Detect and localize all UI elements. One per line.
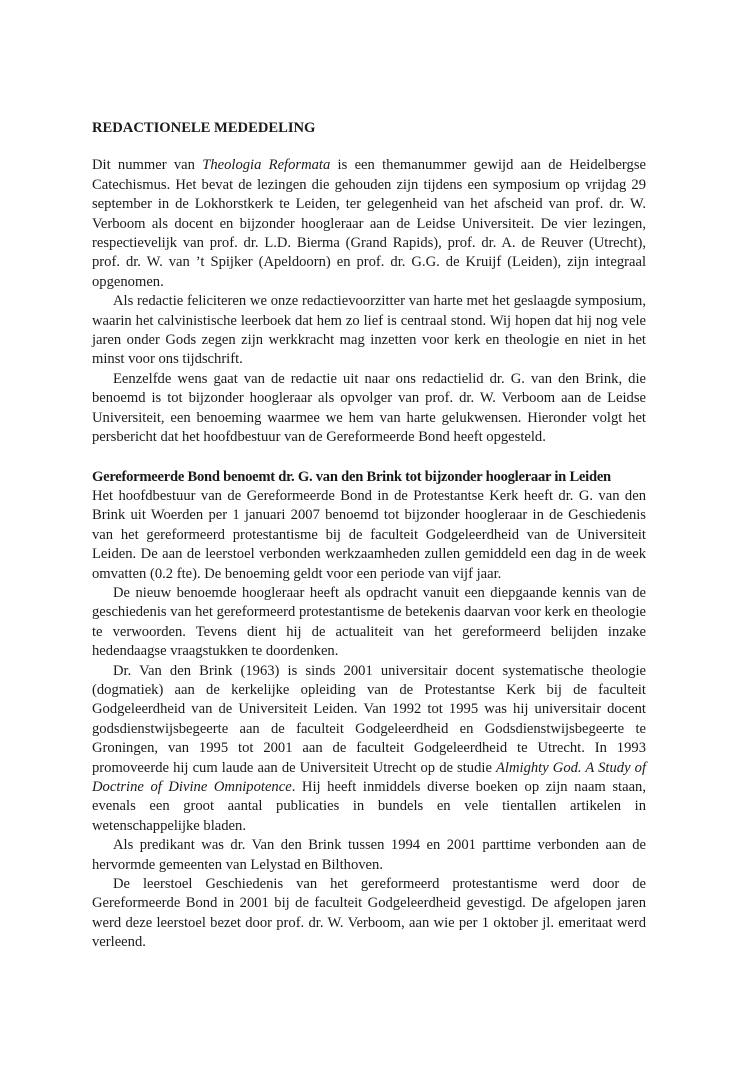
press-paragraph-2: De nieuw benoemde hoogleraar heeft als opdracht vanuit een diepgaande kennis van de geschiedenis van het gereformeerd protestantisme de betekenis daarvan voor kerk en theologie te verwoorden. Tevens dient hij de actualiteit van het gereformeerd belijden inzake hedendaagse vraagstukken te doordenken. [92,584,646,660]
press-paragraph-3 [92,662,646,837]
intro-text: is een themanummer gewijd aan de Heidelbergse Catechismus. Het bevat de lezingen die gehouden zijn tijdens een symposium op vrijdag 29 september in de Lokhorstkerk te Leiden, ter gelegenheid van het afscheid van prof. dr. W. Verboom als docent en bijzonder hoogleraar aan de Leidse Universiteit. De vier lezingen, respectievelijk van prof. dr. L.D. Bierma (Grand Rapids), prof. dr. A. de Reuver (Utrecht), prof. dr. W. van ’t Spijker (Apeldoorn) en prof. dr. G.G. de Kruijf (Leiden), zijn integraal opgenomen. [92,157,646,290]
press-paragraph-4: Als predikant was dr. Van den Brink tussen 1994 en 2001 parttime verbonden aan de hervormde gemeenten van Lelystad en Bilthoven. [92,837,646,873]
journal-title: Theologia Reformata [202,157,331,174]
book-title: Almighty God. A Study of Doctrine of Divine Omnipotence [92,759,646,795]
press-text: Dr. Van den Brink (1963) is sinds 2001 universitair docent systematische theologie (dogmatiek) aan de kerkelijke opleiding van de Protestantse Kerk bij de faculteit Godgeleerdheid van de Universiteit Leiden. Van 1992 tot 1995 was hij universitair docent godsdienstwijsbegeerte aan de faculteit Godgeleerdheid en Godsdienstwijsbegeerte te Groningen, van 1995 tot 2001 aan de faculteit Godgeleerdheid te Utrecht. In 1993 promoveerde hij cum laude aan de Universiteit Utrecht op de studie [92,662,646,776]
intro-paragraph-2: Als redactie feliciteren we onze redactievoorzitter van harte met het geslaagde symposium, waarin het calvinistische leerboek dat hem zo lief is centraal stond. Wij hopen dat hij nog vele jaren onder Gods zegen zijn werkkracht mag inzetten voor kerk en theologie en niet in het minst voor ons tijdschrift. [92,293,646,368]
page-title: REDACTIONELE MEDEDELING [92,120,316,136]
intro-text: Dit nummer van [92,157,203,174]
press-release-heading: Gereformeerde Bond benoemt dr. G. van den Brink tot bijzonder hoogleraar in Leiden [92,468,611,485]
press-paragraph-1: Het hoofdbestuur van de Gereformeerde Bond in de Protestantse Kerk heeft dr. G. van den Brink uit Woerden per 1 januari 2007 benoemd tot bijzonder hoogleraar in de Geschiedenis van het gereformeerd protestantisme bij de faculteit Godgeleerdheid van de Universiteit Leiden. De aan de leerstoel verbonden werkzaamheden zullen gemiddeld een dag in de week omvatten (0.2 fte). De benoeming geldt voor een periode van vijf jaar. [92,487,646,582]
intro-paragraph-3: Eenzelfde wens gaat van de redactie uit naar ons redactielid dr. G. van den Brink, die benoemd is tot bijzonder hoogleraar als opvolger van prof. dr. W. Verboom aan de Leidse Universiteit, een benoeming waarmee we hem van harte gelukwensen. Hieronder volgt het persbericht dat het hoofdbestuur van de Gereformeerde Bond heeft opgesteld. [92,370,646,446]
press-text: . Hij heeft inmiddels diverse boeken op zijn naam staan, evenals een groot aantal publicaties in bundels en vele tientallen artikelen in wetenschappelijke bladen. [92,779,646,834]
press-paragraph-5: De leerstoel Geschiedenis van het gereformeerd protestantisme werd door de Gereformeerde Bond in 2001 bij de faculteit Godgeleerdheid gevestigd. De afgelopen jaren werd deze leerstoel bezet door prof. dr. W. Verboom, aan wie per 1 oktober jl. emeritaat werd verleend. [92,876,646,951]
intro-paragraph-1 [92,156,646,292]
document-page [92,119,646,953]
